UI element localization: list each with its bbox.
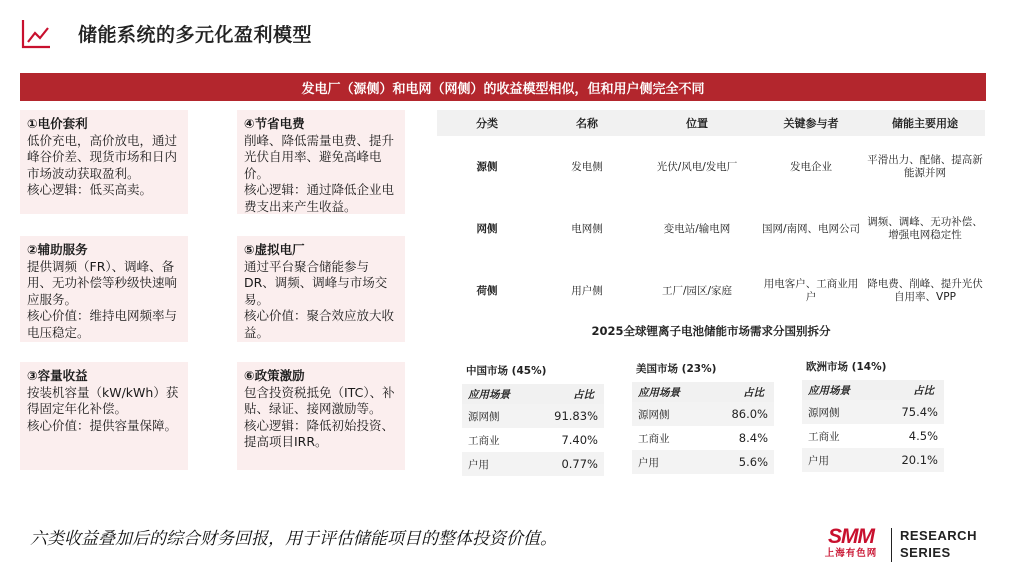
card-title: ⑤虚拟电厂 bbox=[244, 242, 305, 257]
footnote: 六类收益叠加后的综合财务回报，用于评估储能项目的整体投资价值。 bbox=[30, 529, 557, 549]
card-description: 低价充电，高价放电，通过峰谷价差、现货市场和日内市场波动获取盈利。 bbox=[27, 132, 178, 181]
card-description: 包含投资税抵免（ITC）、补贴、绿证、接网激励等。 bbox=[244, 384, 395, 416]
smm-logo bbox=[818, 526, 884, 560]
table-row bbox=[802, 400, 944, 424]
market-name: 中国市场 (45%) bbox=[466, 365, 547, 377]
table-row bbox=[437, 260, 985, 322]
table-row bbox=[632, 426, 774, 450]
table-row bbox=[632, 450, 774, 474]
column-header: 占比 bbox=[707, 382, 774, 402]
table-row bbox=[462, 428, 604, 452]
market-table-europe bbox=[802, 359, 944, 472]
table-cell: 源网侧 bbox=[802, 400, 877, 424]
table-row bbox=[802, 424, 944, 448]
table-cell: 0.77% bbox=[532, 452, 604, 476]
card-arbitrage bbox=[20, 110, 188, 214]
card-description: 削峰、降低需量电费、提升光伏自用率、避免高峰电价。 bbox=[244, 132, 395, 181]
card-description: 提供调频（FR）、调峰、备用、无功补偿等秒级快速响应服务。 bbox=[27, 258, 178, 307]
table-cell: 源侧 bbox=[476, 160, 498, 173]
table-cell: 7.40% bbox=[561, 433, 598, 447]
card-logic: 核心价值：提供容量保障。 bbox=[27, 417, 178, 433]
table-cell: 4.5% bbox=[908, 429, 938, 443]
column-header: 关键参与者 bbox=[757, 110, 865, 136]
table-cell: 20.1% bbox=[877, 448, 944, 472]
card-capacity-revenue bbox=[20, 362, 188, 470]
column-header: 应用场景 bbox=[632, 382, 707, 402]
table-cell: 调频、调峰、无功补偿、增强电网稳定性 bbox=[867, 216, 983, 241]
column-header: 应用场景 bbox=[462, 384, 532, 404]
table-cell: 91.83% bbox=[532, 404, 604, 428]
table-row bbox=[632, 402, 774, 426]
card-title: ①电价套利 bbox=[27, 116, 88, 131]
table-cell: 发电企业 bbox=[790, 160, 832, 173]
card-description: 通过平台聚合储能参与 DR、调频、调峰与市场交易。 bbox=[244, 258, 388, 307]
table-cell: 源网侧 bbox=[632, 402, 707, 426]
card-title: ④节省电费 bbox=[244, 116, 305, 131]
card-logic: 核心逻辑：降低初始投资、提高项目IRR。 bbox=[244, 417, 395, 449]
card-description: 按装机容量（kW/kWh）获得固定年化补偿。 bbox=[27, 384, 179, 416]
table-cell: 发电侧 bbox=[571, 160, 603, 173]
table-header-row bbox=[437, 110, 985, 136]
market-table-usa bbox=[632, 361, 774, 474]
table-cell: 工商业 bbox=[638, 432, 670, 445]
table-cell: 光伏/风电/发电厂 bbox=[656, 160, 738, 173]
table-cell: 8.4% bbox=[738, 431, 768, 445]
card-logic: 核心价值：聚合效应放大收益。 bbox=[244, 308, 395, 340]
table-cell: 工商业 bbox=[468, 434, 500, 447]
table-cell: 75.4% bbox=[877, 400, 944, 424]
line-chart-icon bbox=[20, 18, 52, 50]
column-header: 占比 bbox=[877, 380, 944, 400]
table-cell: 86.0% bbox=[707, 402, 774, 426]
table-cell: 荷侧 bbox=[476, 284, 498, 297]
column-header: 占比 bbox=[532, 384, 604, 404]
column-header: 储能主要用途 bbox=[865, 110, 985, 136]
banner: 发电厂（源侧）和电网（网侧）的收益模型相似，但和用户侧完全不同 bbox=[20, 73, 986, 101]
card-logic: 核心逻辑：通过降低企业电费支出来产生收益。 bbox=[244, 182, 395, 214]
table-cell: 用户侧 bbox=[571, 284, 603, 297]
table-cell: 工商业 bbox=[808, 430, 840, 443]
column-header: 位置 bbox=[637, 110, 757, 136]
table-cell: 网侧 bbox=[476, 222, 498, 235]
market-header-row bbox=[462, 384, 604, 404]
market-header-row bbox=[632, 382, 774, 402]
column-header: 应用场景 bbox=[802, 380, 877, 400]
table-row bbox=[437, 198, 985, 260]
research-series-label bbox=[900, 527, 977, 561]
table-cell: 工厂/园区/家庭 bbox=[661, 284, 733, 297]
table-row bbox=[437, 136, 985, 198]
table-cell: 户用 bbox=[802, 448, 877, 472]
market-name: 美国市场 (23%) bbox=[636, 363, 717, 375]
card-virtual-power-plant bbox=[237, 236, 405, 342]
market-table-china bbox=[462, 363, 604, 476]
card-title: ②辅助服务 bbox=[27, 242, 88, 257]
market-section-title: 2025全球锂离子电池储能市场需求分国别拆分 bbox=[591, 324, 831, 338]
table-cell: 降电费、削峰、提升光伏自用率、VPP bbox=[867, 278, 983, 303]
market-name: 欧洲市场 (14%) bbox=[806, 361, 887, 373]
table-row bbox=[802, 448, 944, 472]
page-title: 储能系统的多元化盈利模型 bbox=[78, 24, 313, 46]
card-logic: 核心逻辑：低买高卖。 bbox=[27, 182, 153, 197]
table-cell: 变电站/输电网 bbox=[663, 222, 731, 235]
column-header: 分类 bbox=[437, 110, 537, 136]
table-row bbox=[462, 404, 604, 428]
table-cell: 用电客户、工商业用户 bbox=[763, 278, 859, 303]
table-cell: 户用 bbox=[632, 450, 707, 474]
card-policy-incentives bbox=[237, 362, 405, 470]
table-cell: 国网/南网、电网公司 bbox=[761, 222, 861, 235]
logo-subtitle: 上海有色网 bbox=[824, 548, 878, 559]
logo-mark: SMM bbox=[828, 525, 874, 548]
market-header-row bbox=[802, 380, 944, 400]
card-bill-savings bbox=[237, 110, 405, 214]
card-ancillary-services bbox=[20, 236, 188, 342]
table-row bbox=[462, 452, 604, 476]
participants-table bbox=[437, 110, 985, 322]
card-title: ③容量收益 bbox=[27, 368, 88, 383]
research-label: RESEARCH bbox=[900, 528, 977, 543]
series-label: SERIES bbox=[900, 545, 951, 560]
card-logic: 核心价值：维持电网频率与电压稳定。 bbox=[27, 308, 178, 340]
table-cell: 户用 bbox=[462, 452, 532, 476]
card-title: ⑥政策激励 bbox=[244, 368, 305, 383]
table-cell: 源网侧 bbox=[462, 404, 532, 428]
column-header: 名称 bbox=[537, 110, 637, 136]
table-cell: 平滑出力、配储、提高新能源并网 bbox=[867, 154, 983, 179]
table-cell: 电网侧 bbox=[571, 222, 603, 235]
table-cell: 5.6% bbox=[707, 450, 774, 474]
logo-divider bbox=[891, 528, 892, 562]
